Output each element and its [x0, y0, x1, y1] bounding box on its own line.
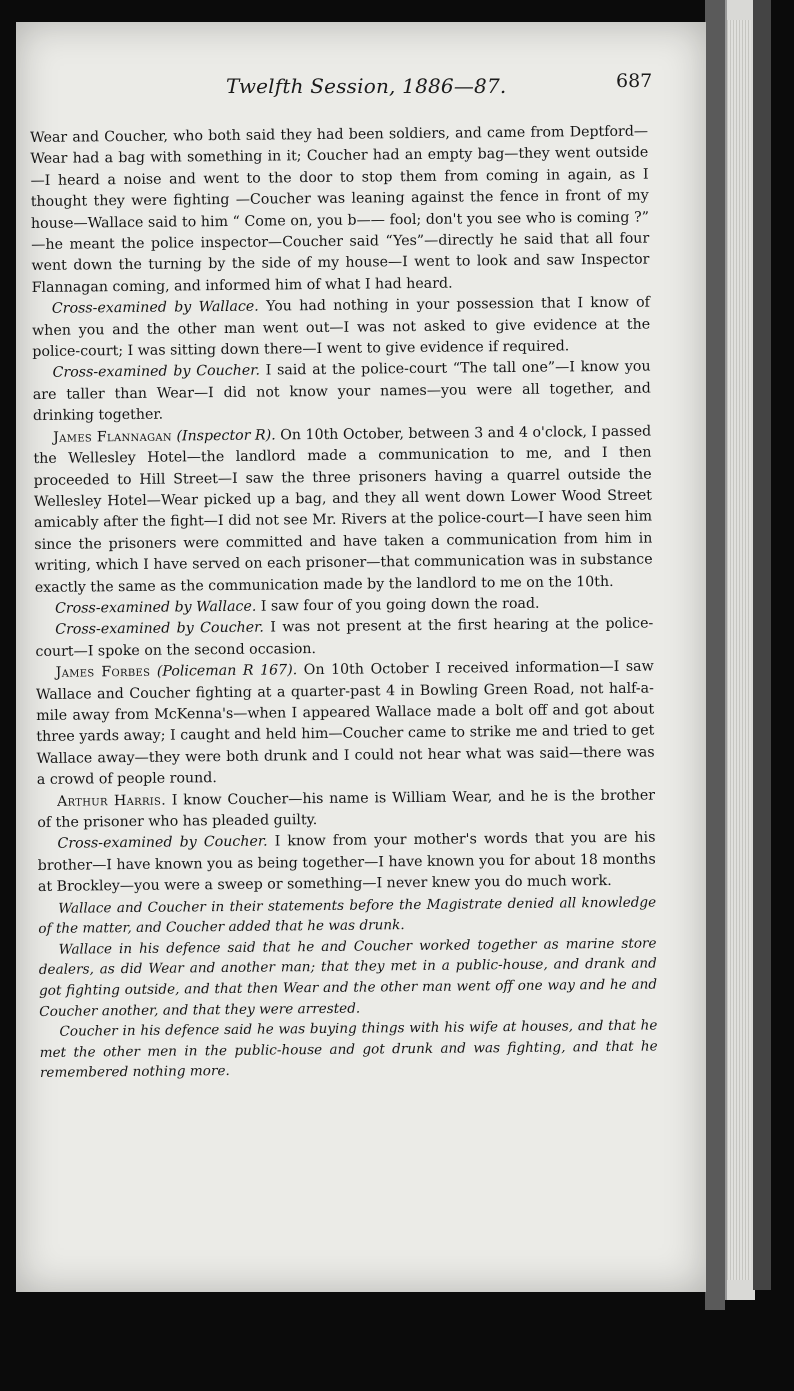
paragraph-text: I was not present at the first hearing at the police-court—I spoke on the second occasion.: [35, 615, 654, 660]
paragraph-cross-exam: [32, 293, 651, 364]
witness-name: James Flannagan: [53, 428, 173, 446]
statement-text: Wallace in his defence said that he and Coucher worked together as marine store dealers, as did Wear and another man; that they met in a public-house, and drank and got fighting outside, and that then Wear and the other man went off one way and he and Coucher another, and that they were arrested.: [38, 935, 658, 1020]
cross-exam-label: Cross-examined by Coucher.: [52, 363, 261, 382]
paragraph-text: On 10th October, between 3 and 4 o'clock, I passed the Wellesley Hotel—the landlord made a communication to me, and I then proceeded to Hill Street—I saw the three prisoners having a quarrel outside the Wellesley Hotel—Wear picked up a bag, and they all went down Lower Wood Street amicably after the fight—I did not see Mr. Rivers at the police-court—I have seen him since the prisoners were committed and have taken a communication from him in writing, which I have served on each prisoner—that communication was in substance exactly the same as the communication made by the landlord to me on the 10th.: [33, 423, 653, 596]
witness-role: (Inspector R).: [176, 427, 276, 445]
paragraph-statement: [39, 1016, 658, 1084]
paragraph-witness: [33, 421, 653, 599]
paragraph-text: I saw four of you going down the road.: [260, 595, 540, 615]
paragraph-statement: [38, 892, 656, 940]
witness-role: (Policeman R 167).: [156, 662, 298, 680]
paragraph-text: I know from your mother's words that you are his brother—I have known you as being together—I have known you for about 18 months at Brockley—you were a sweep or something—I never knew you do much work.: [37, 829, 656, 896]
book-spine-shadow: [705, 0, 725, 1310]
book-page: [16, 22, 706, 1292]
paragraph-cross-exam: [37, 828, 656, 899]
paragraph-witness: [36, 657, 655, 792]
paragraph-text: I know Coucher—his name is William Wear, and he is the brother of the prisoner who has pleaded guilty.: [37, 787, 656, 831]
paragraph-text: Wear and Coucher, who both said they had been soldiers, and came from Deptford—Wear had a bag with something in it; Coucher had an empty bag—they went outside—I heard a noise and went to the door to stop them from coming in again, as I thought they were fighting —Coucher was leaning against the fence in front of my house—Wallace said to him “ Come on, you b—— fool; don't you see who is coming ?” —he meant the police inspector—Coucher said “Yes”—directly he said that all four went down the turning by the side of my house—I went to look and saw Inspector Flannagan coming, and informed him of what I had heard.: [30, 123, 650, 296]
page-header: [16, 70, 706, 106]
page-body: [30, 122, 658, 1084]
paragraph-continuation: [30, 122, 650, 300]
paragraph-text: I said at the police-court “The tall one”—I know you are taller than Wear—I did not know your names—you were all together, and drinking together.: [32, 358, 651, 425]
witness-name: James Forbes: [55, 663, 151, 681]
running-head: Twelfth Session, 1886—87.: [226, 74, 507, 98]
witness-name: Arthur Harris.: [56, 792, 167, 810]
statement-text: Coucher in his defence said he was buying things with his wife at houses, and that he met the other men in the public-house and got drunk and was fighting, and that he remembered nothing more.: [39, 1017, 658, 1082]
cross-exam-label: Cross-examined by Coucher.: [55, 619, 264, 639]
page-number: 687: [616, 70, 653, 92]
cross-exam-label: Cross-examined by Coucher.: [57, 833, 268, 853]
cross-exam-label: Cross-examined by Wallace.: [51, 298, 259, 318]
paragraph-text: You had nothing in your possession that I know of when you and the other man went out—I was not asked to give evidence at the police-court; I was sitting down there—I went to give evidence if required.: [32, 294, 651, 361]
cross-exam-label: Cross-examined by Wallace.: [54, 598, 257, 617]
paragraph-text: On 10th October I received information—I saw Wallace and Coucher fighting at a quarter-past 4 in Bowling Green Road, not half-a-mile away from McKenna's—when I appeared Wallace made a bolt off and got about three yards away; I caught and held him—Coucher came to strike me and tried to get Wallace away—they were both drunk and I could not hear what was said—there was a crowd of people round.: [35, 658, 655, 789]
paragraph-cross-exam: [35, 614, 653, 663]
book-cover-edge: [753, 0, 771, 1290]
paragraph-cross-exam: [32, 357, 651, 428]
statement-text: Wallace and Coucher in their statements before the Magistrate denied all knowledge of the matter, and Coucher added that he was drunk.: [38, 894, 657, 938]
paragraph-statement: [39, 933, 658, 1022]
page-edge-lines: [727, 20, 751, 1280]
paragraph-witness: [37, 785, 655, 834]
